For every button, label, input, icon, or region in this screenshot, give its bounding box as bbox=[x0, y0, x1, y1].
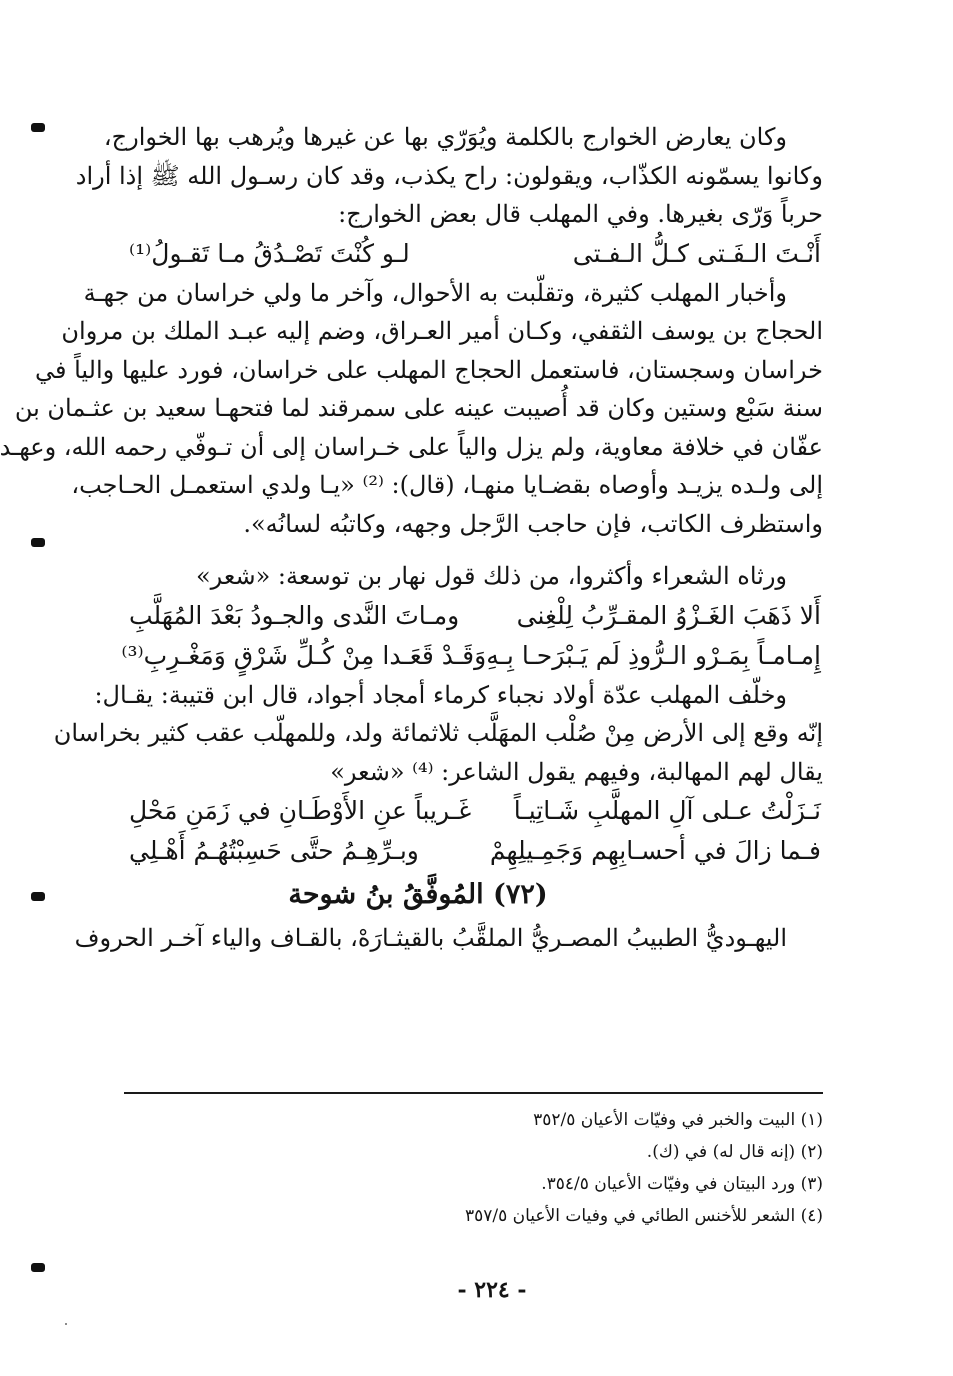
verse-first-hemistich: إِمـامـاً بِمَـرْو الـرُّوذِ لَم يَـبْرَحـا بِـهِ bbox=[486, 640, 821, 670]
verse-second-hemistich: غَـريباً عنِ الأَوْطَـانِ في زَمَنِ مَحْلِ bbox=[129, 796, 472, 825]
text-line: وخلّف المهلب عدّة أولاد نجباء كرماء أمجاد أجواد، قال ابن قتيبة: يقـال: bbox=[94, 680, 787, 709]
text-line: عفّان في خلافة معاوية، ولم يزل والياً على خـراسان إلى أن تـوفّي رحمه الله، وعهـد bbox=[0, 432, 823, 461]
text-line: وأخبار المهلب كثيرة، وتقلّبت به الأحوال، وآخر ما ولي خراسان من جهـة bbox=[83, 278, 787, 307]
footnote-4: (٤) الشعر للأخنس الطائي في وفيات الأعيان ٣٥٧/٥ bbox=[464, 1206, 823, 1226]
poem-verse bbox=[123, 791, 823, 831]
verse-second-hemistich: لـو كُنْتَ تَصْـدُقُ مـا تَقـولُ⁽¹⁾ bbox=[129, 238, 410, 268]
poem-verse bbox=[123, 234, 823, 274]
page-body bbox=[0, 118, 823, 958]
text-line: الحجاج بن يوسف الثقفي، وكـان أمير العـراق، وضم إليه عبـد الملك بن مروان bbox=[61, 317, 823, 345]
text-line: حرباً وَرّى بغيرها. وفي المهلب قال بعض الخوارج: bbox=[338, 200, 823, 228]
binding-mark bbox=[31, 1263, 45, 1272]
verse-first-hemistich: أَلا ذَهَبَ الغَـزْوُ المقـرِّبُ لِلْغِنى bbox=[516, 600, 821, 630]
text-line: إنّه وقع إلى الأرض مِنْ صُلْب المهَلَّب ثلاثمائة ولد، وللمهلّب عقب كثير بخراسان bbox=[53, 719, 823, 747]
poem-verse bbox=[123, 831, 823, 871]
text-line: اليهـوديُّ الطبيبُ المصـريُّ الملقَّبُ بالقيثـارَهْ، بالقـاف والياء آخـر الحروف bbox=[74, 924, 787, 952]
poem-verse bbox=[123, 636, 823, 676]
paragraph-gap bbox=[123, 543, 823, 557]
text-line: وكانوا يسمّونه الكذّاب، ويقولون: راح يكذب، وقد كان رسـول الله ﷺ إذا أراد bbox=[75, 161, 823, 190]
text-line: واستظرف الكاتب، فإن حاجب الرَّجل وجهه، وكاتبُه لسانُه». bbox=[243, 509, 823, 538]
binding-mark bbox=[31, 892, 45, 901]
verse-first-hemistich: فـما زالَ في أحسـابِهِم وَجَمِـيلِهِمْ bbox=[489, 836, 821, 865]
footnote-1: (١) البيت والخبر في وفيّات الأعيان ٣٥٢/٥ bbox=[533, 1110, 823, 1130]
footnote-3: (٣) ورد البيتان في وفيّات الأعيان ٣٥٤/٥. bbox=[541, 1174, 823, 1194]
binding-mark bbox=[31, 538, 45, 547]
text-line: وكان يعارض الخوارج بالكلمة ويُوَرّي بها عن غيرها ويُرهب بها الخوارج، bbox=[103, 123, 787, 151]
verse-first-hemistich: أَنْـتَ الـفَـتى كـلُّ الـفـتى bbox=[572, 238, 821, 268]
footnote-2: (٢) (إنه قال له) في (ك). bbox=[646, 1142, 823, 1162]
page-number: - ٢٢٤ - bbox=[457, 1277, 527, 1303]
footnote-divider bbox=[124, 1092, 823, 1094]
text-line: خراسان وسجستان، فاستعمل الحجاج المهلب على خراسان، فورد عليها والياً في bbox=[34, 355, 823, 384]
text-line: يقال لهم المهالبة، وفيهم يقول الشاعر: ⁽⁴⁾ «شعر» bbox=[330, 757, 823, 786]
text-line: ورثاه الشعراء وأكثروا، من ذلك قول نهار بن توسعة: «شعر» bbox=[195, 562, 787, 590]
verse-second-hemistich: وَقَـدْ قَعَـدا مِنْ كُـلِّ شَرْقٍ وَمَغْـرِبِ⁽³⁾ bbox=[121, 640, 487, 670]
text-line: إلى ولـده يزيـد وأوصاه بقضـايا منهـا، (قال): ⁽²⁾ «يـا ولدي استعمـل الحـاجب، bbox=[71, 471, 823, 499]
verse-second-hemistich: ومـاتَ النَّدى والجـودُ بَعْدَ المُهَلَّبِ bbox=[129, 600, 460, 630]
verse-first-hemistich: نَـزَلْتُ عـلى آلِ المهلَّبِ شَـاتِيـاً bbox=[513, 796, 821, 825]
text-line: سنة سَبْع وستين وكان قد أُصيبت عينه على سمرقند لما فتحهـا سعيد بن عثـمان بن bbox=[14, 394, 823, 422]
verse-second-hemistich: وبـرِّهِـمُ حتَّى حَسِبْتُهُـمُ أَهْـلِي bbox=[129, 836, 419, 865]
binding-mark bbox=[31, 123, 45, 132]
scan-speck bbox=[65, 1323, 67, 1325]
poem-verse bbox=[123, 596, 823, 636]
entry-heading: (٧٢) المُوفَّقُ بنُ شوحة bbox=[288, 879, 548, 910]
